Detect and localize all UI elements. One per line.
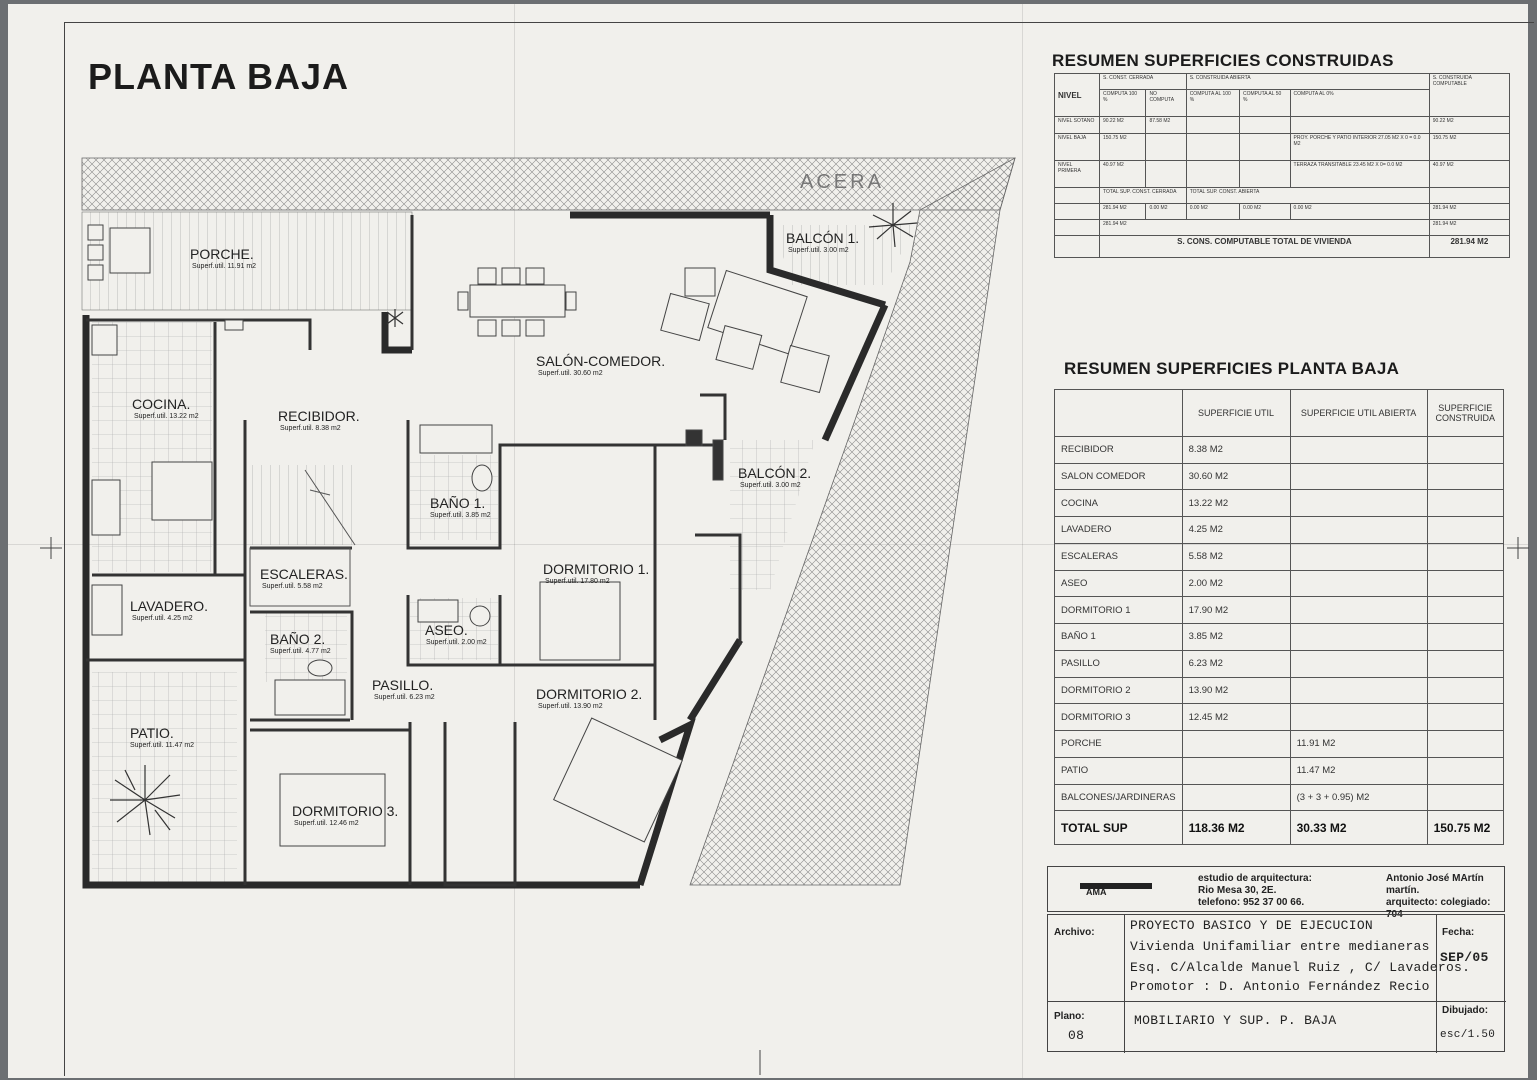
table-cell: NIVEL BAJA (1055, 133, 1100, 160)
room-area: Superf.util. 11.47 m2 (130, 742, 195, 749)
room-label: COCINA. (132, 396, 191, 412)
table-cell: S. CONS. COMPUTABLE TOTAL DE VIVIENDA (1099, 236, 1429, 258)
architect-line: arquitecto: colegiado: 704 (1386, 897, 1491, 920)
table-cell (1427, 597, 1503, 624)
room-label: BALCÓN 1. (786, 230, 860, 246)
room-label: BAÑO 2. (270, 631, 326, 647)
table-cell: TOTAL SUP (1055, 811, 1183, 845)
table-row (1055, 517, 1504, 544)
table-cell: PROY. PORCHE Y PATIO INTERIOR 27.05 M2 X 0 = 0.0 M2 (1290, 133, 1429, 160)
room-area: Superf.util. 6.23 m2 (374, 694, 435, 701)
plan-title: PLANTA BAJA (88, 56, 349, 97)
table-cell: 0.00 M2 (1290, 203, 1429, 219)
table-cell: PORCHE (1055, 731, 1183, 758)
room-label: ASEO. (425, 622, 468, 638)
street-label: ACERA (800, 171, 884, 193)
room-label: SALÓN-COMEDOR. (536, 353, 666, 369)
room-label: RECIBIDOR. (278, 408, 360, 424)
table-cell (1290, 624, 1427, 651)
dibujado-label: Dibujado: (1442, 1005, 1489, 1016)
table-row (1055, 731, 1504, 758)
table-cell: 13.22 M2 (1182, 490, 1290, 517)
table-header: NO COMPUTA (1146, 90, 1186, 117)
table-cell (1182, 731, 1290, 758)
table-cell: SALON COMEDOR (1055, 463, 1183, 490)
studio-line: telefono: 952 37 00 66. (1198, 897, 1305, 908)
table-cell: TOTAL SUP. CONST. ABIERTA (1186, 187, 1429, 203)
studio-line: Rio Mesa 30, 2E. (1198, 885, 1277, 896)
table-cell: 90.22 M2 (1099, 117, 1145, 133)
room-area: Superf.util. 2.00 m2 (426, 639, 487, 646)
table-header: COMPUTA AL 50 % (1239, 90, 1290, 117)
table-cell: 11.47 M2 (1290, 757, 1427, 784)
table-cell (1290, 704, 1427, 731)
table-cell: 118.36 M2 (1182, 811, 1290, 845)
room-area: Superf.util. 3.00 m2 (788, 247, 849, 254)
room-area: Superf.util. 3.00 m2 (740, 482, 801, 489)
table-cell: 0.00 M2 (1239, 203, 1290, 219)
table-cell (1427, 490, 1503, 517)
table-cell: 17.90 M2 (1182, 597, 1290, 624)
table-cell (1427, 543, 1503, 570)
table-header: SUPERFICIE UTIL (1182, 390, 1290, 437)
table-cell (1290, 490, 1427, 517)
plano-label: Plano: (1054, 1011, 1085, 1022)
room-label: DORMITORIO 2. (536, 686, 643, 702)
table-row (1055, 757, 1504, 784)
table-cell: NIVEL PRIMERA (1055, 160, 1100, 187)
table-cell (1427, 704, 1503, 731)
patio-floor (92, 672, 237, 882)
studio-logo: AMA (1086, 887, 1107, 897)
archivo-label: Archivo: (1054, 927, 1095, 938)
studio-info (1198, 873, 1312, 909)
table-cell: 40.97 M2 (1429, 160, 1509, 187)
table-cell (1427, 731, 1503, 758)
table-cell: TERRAZA TRANSITABLE 23.45 M2 X 0= 0.0 M2 (1290, 160, 1429, 187)
table-cell: RECIBIDOR (1055, 436, 1183, 463)
table-cell (1290, 463, 1427, 490)
table-cell: 5.58 M2 (1182, 543, 1290, 570)
architect-line: Antonio José MArtín martín. (1386, 873, 1484, 896)
table-cell: 11.91 M2 (1290, 731, 1427, 758)
table-cell (1186, 160, 1239, 187)
table-header: COMPUTA AL 0% (1290, 90, 1429, 117)
table-row (1055, 160, 1510, 187)
table-cell: LAVADERO (1055, 517, 1183, 544)
table-row (1055, 704, 1504, 731)
room-label: BAÑO 1. (430, 495, 486, 511)
table-row (1055, 203, 1510, 219)
scale-value: esc/1.50 (1440, 1029, 1496, 1041)
table-header: SUPERFICIE UTIL ABIERTA (1290, 390, 1427, 437)
table-cell (1427, 436, 1503, 463)
table-cell: (3 + 3 + 0.95) M2 (1290, 784, 1427, 811)
table-cell (1146, 160, 1186, 187)
table-cell: 281.94 M2 (1099, 220, 1429, 236)
table-cell: 150.75 M2 (1099, 133, 1145, 160)
table-cell (1427, 784, 1503, 811)
table-cell (1239, 133, 1290, 160)
room-area: Superf.util. 4.25 m2 (132, 615, 193, 622)
table-row (1055, 133, 1510, 160)
room-area: Superf.util. 17.80 m2 (545, 578, 610, 585)
table-cell: 90.22 M2 (1429, 117, 1509, 133)
table-cell (1290, 650, 1427, 677)
table-cell: 2.00 M2 (1182, 570, 1290, 597)
table-cell (1290, 517, 1427, 544)
studio-line: estudio de arquitectura: (1198, 873, 1312, 884)
table-cell (1290, 677, 1427, 704)
table-header: S. CONSTRUIDA ABIERTA (1186, 74, 1429, 90)
table-header (1055, 390, 1183, 437)
table-header: NIVEL (1055, 74, 1100, 117)
room-area: Superf.util. 30.60 m2 (538, 370, 603, 377)
table-cell: 12.45 M2 (1182, 704, 1290, 731)
room-label: ESCALERAS. (260, 566, 348, 582)
table-cell: ASEO (1055, 570, 1183, 597)
project-title: PROYECTO BASICO Y DE EJECUCION (1130, 918, 1374, 933)
room-label: DORMITORIO 1. (543, 561, 650, 577)
table-cell (1290, 117, 1429, 133)
project-address: Esq. C/Alcalde Manuel Ruiz , C/ Lavaderos. (1130, 960, 1471, 975)
table-cell: 4.25 M2 (1182, 517, 1290, 544)
table-planta (1054, 389, 1504, 845)
table-cell: DORMITORIO 1 (1055, 597, 1183, 624)
room-label: BALCÓN 2. (738, 465, 812, 481)
table-cell (1290, 436, 1427, 463)
table-cell: COCINA (1055, 490, 1183, 517)
table-cell: TOTAL SUP. CONST. CERRADA (1099, 187, 1186, 203)
table-cell (1427, 757, 1503, 784)
table-cell: 13.90 M2 (1182, 677, 1290, 704)
room-area: Superf.util. 12.46 m2 (294, 820, 359, 827)
fecha-label: Fecha: (1442, 927, 1475, 938)
table-cell (1290, 543, 1427, 570)
table-row (1055, 543, 1504, 570)
table-row (1055, 650, 1504, 677)
table-cell (1290, 570, 1427, 597)
table-row (1055, 677, 1504, 704)
table-cell: 3.85 M2 (1182, 624, 1290, 651)
project-desc: Vivienda Unifamiliar entre medianeras (1130, 939, 1430, 954)
room-label: DORMITORIO 3. (292, 803, 399, 819)
table-cell: 281.94 M2 (1099, 203, 1145, 219)
table-cell: ESCALERAS (1055, 543, 1183, 570)
title-block (1047, 914, 1505, 1052)
table-construidas (1054, 73, 1510, 258)
project-promotor: Promotor : D. Antonio Fernández Recio (1130, 979, 1430, 994)
table-cell: DORMITORIO 3 (1055, 704, 1183, 731)
room-label: LAVADERO. (130, 598, 209, 614)
room-area: Superf.util. 13.90 m2 (538, 703, 603, 710)
table-row (1055, 463, 1504, 490)
table-row (1055, 624, 1504, 651)
room-area: Superf.util. 3.85 m2 (430, 512, 491, 519)
table-cell: PASILLO (1055, 650, 1183, 677)
table-header: S. CONST. CERRADA (1099, 74, 1186, 90)
table-row (1055, 436, 1504, 463)
table-row (1055, 187, 1510, 203)
table-construidas-title: RESUMEN SUPERFICIES CONSTRUIDAS (1052, 51, 1394, 70)
table-planta-title: RESUMEN SUPERFICIES PLANTA BAJA (1064, 359, 1400, 378)
table-cell: 30.33 M2 (1290, 811, 1427, 845)
room-area: Superf.util. 5.58 m2 (262, 583, 323, 590)
table-cell: 150.75 M2 (1427, 811, 1503, 845)
table-cell (1427, 570, 1503, 597)
table-cell: 281.94 M2 (1429, 203, 1509, 219)
table-header: SUPERFICIE CONSTRUIDA (1427, 390, 1503, 437)
table-cell (1427, 650, 1503, 677)
table-row (1055, 597, 1504, 624)
studio-block (1047, 866, 1505, 920)
table-cell: PATIO (1055, 757, 1183, 784)
table-cell: 40.97 M2 (1099, 160, 1145, 187)
table-cell (1182, 757, 1290, 784)
table-cell (1239, 117, 1290, 133)
table-cell (1427, 624, 1503, 651)
table-cell: 150.75 M2 (1429, 133, 1509, 160)
room-label: PASILLO. (372, 677, 434, 693)
room-area: Superf.util. 11.91 m2 (192, 263, 257, 270)
table-header: COMPUTA 100 % (1099, 90, 1145, 117)
table-cell (1182, 784, 1290, 811)
table-row (1055, 784, 1504, 811)
table-row (1055, 236, 1510, 258)
table-cell (1290, 597, 1427, 624)
room-area: Superf.util. 4.77 m2 (270, 648, 331, 655)
table-cell (1427, 463, 1503, 490)
table-row (1055, 117, 1510, 133)
table-total-row (1055, 811, 1504, 845)
table-cell: 30.60 M2 (1182, 463, 1290, 490)
table-cell (1427, 517, 1503, 544)
plano-title: MOBILIARIO Y SUP. P. BAJA (1134, 1013, 1337, 1028)
table-header: S. CONSTRUIDA COMPUTABLE (1429, 74, 1509, 117)
table-cell: BALCONES/JARDINERAS (1055, 784, 1183, 811)
room-label: PATIO. (130, 725, 174, 741)
room-area: Superf.util. 8.38 m2 (280, 425, 341, 432)
table-cell (1427, 677, 1503, 704)
plano-number: 08 (1068, 1028, 1085, 1043)
table-cell: 6.23 M2 (1182, 650, 1290, 677)
room-area: Superf.util. 13.22 m2 (134, 413, 199, 420)
bath2-floor (265, 612, 347, 682)
fecha-value: SEP/05 (1440, 950, 1489, 965)
table-cell: 0.00 M2 (1186, 203, 1239, 219)
table-row (1055, 490, 1504, 517)
table-cell: DORMITORIO 2 (1055, 677, 1183, 704)
table-cell (1239, 160, 1290, 187)
table-cell (1186, 133, 1239, 160)
table-row (1055, 570, 1504, 597)
table-cell: 281.94 M2 (1429, 236, 1509, 258)
table-cell: 281.94 M2 (1429, 220, 1509, 236)
table-header: COMPUTA AL 100 % (1186, 90, 1239, 117)
room-label: PORCHE. (190, 246, 254, 262)
table-cell: NIVEL SOTANO (1055, 117, 1100, 133)
stair-steps (252, 465, 352, 545)
table-row (1055, 220, 1510, 236)
table-cell: 87.58 M2 (1146, 117, 1186, 133)
table-cell: 8.38 M2 (1182, 436, 1290, 463)
table-cell: 0.00 M2 (1146, 203, 1186, 219)
table-cell: BAÑO 1 (1055, 624, 1183, 651)
table-cell (1146, 133, 1186, 160)
table-cell (1186, 117, 1239, 133)
